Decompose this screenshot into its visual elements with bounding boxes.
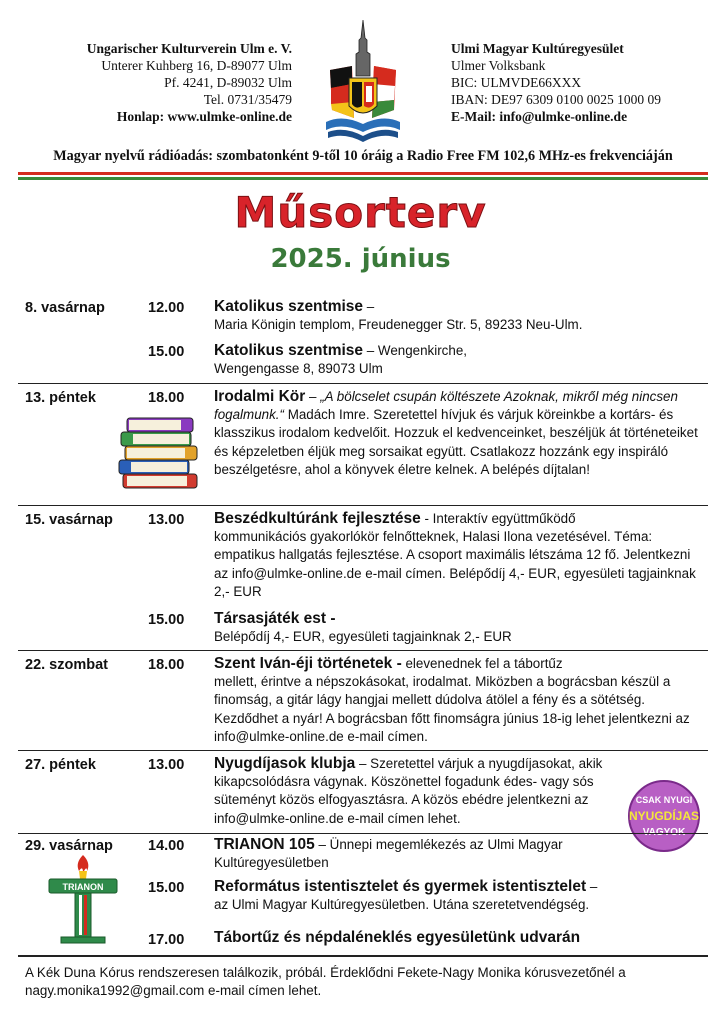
event-entry bbox=[214, 342, 704, 378]
event-day: 8. vasárnap bbox=[25, 300, 105, 316]
event-entry bbox=[214, 755, 634, 828]
event-title: Irodalmi Kör bbox=[214, 388, 306, 405]
event-day: 22. szombat bbox=[25, 657, 108, 673]
event-entry bbox=[214, 298, 704, 334]
footer-note: A Kék Duna Kórus rendszeresen találkozik, próbál. Érdeklődni Fekete-Nagy Monika kórusvezetőnél a nagy.monika1992@gmail.com e-mail címen lehet. bbox=[25, 965, 626, 998]
books-icon bbox=[115, 414, 205, 494]
event-day: 27. péntek bbox=[25, 757, 96, 773]
event-text: Kultúregyesületben bbox=[214, 855, 329, 871]
event-text: Maria Königin templom, Freudenegger Str. 5, 89233 Neu-Ulm. bbox=[214, 317, 583, 333]
event-suffix: - Interaktív együttműködő bbox=[420, 511, 576, 526]
divider bbox=[18, 505, 708, 506]
divider bbox=[18, 650, 708, 651]
address: Unterer Kuhberg 16, D-89077 Ulm bbox=[101, 58, 292, 73]
iban: IBAN: DE97 6309 0100 0025 1000 09 bbox=[451, 92, 661, 107]
event-title: Szent Iván-éji történetek - bbox=[214, 655, 402, 672]
event-suffix: – Wengenkirche, bbox=[363, 343, 467, 358]
event-text: Wengengasse 8, 89073 Ulm bbox=[214, 361, 383, 377]
event-title: Tábortűz és népdaléneklés egyesületünk udvarán bbox=[214, 929, 581, 946]
event-entry bbox=[214, 655, 704, 746]
event-time: 13.00 bbox=[148, 757, 185, 773]
trianon-label: TRIANON bbox=[62, 882, 104, 892]
event-time: 14.00 bbox=[148, 838, 185, 854]
homepage[interactable]: Honlap: www.ulmke-online.de bbox=[116, 109, 292, 124]
event-time: 18.00 bbox=[148, 657, 185, 673]
event-entry bbox=[214, 878, 704, 914]
event-entry: Irodalmi Kör – „A bölcselet csupán költészete Azoknak, mikről még nincsen fogalmunk.“ Madách Imre. Szeretettel hívjuk és várjuk köreinkbe a kortárs- és klasszikus irodalom kedvelőit. Hozzuk el kedvenceinket, beszéljük át történeteiket és képzeletben éljük meg sorsaikat együtt. Csatlakozz hozzánk egy inspiráló beszélgetésre, ahol a könyvek életre kelnek. A belépés díjtalan! bbox=[214, 388, 698, 477]
event-time: 15.00 bbox=[148, 612, 185, 628]
event-time: 15.00 bbox=[148, 344, 185, 360]
event-entry bbox=[214, 929, 704, 947]
event-title: Nyugdíjasok klubja bbox=[214, 755, 356, 772]
email[interactable]: E-Mail: info@ulmke-online.de bbox=[451, 109, 628, 124]
event-text: mellett, érintve a népszokásokat, irodalmat. Miközben a bográcsban készül a finomság, a gitár lágy hangjai mellett dúdolva átölel a fény és a sötétség. Kezdődhet a nyár! A bográcsban főtt finomságra június 18-ig lehet jelentkezni az info@ulmke-online.de e-mail címen. bbox=[214, 674, 690, 744]
event-text: kommunikációs gyakorlókör felnőtteknek, Halasi Ilona vezetésével. Téma: empatikus hallgatás fejlesztése. A csoport maximális létszáma 12 fő. Jelentkezni az info@ulmke-online.de e-mail címen. Belépődíj 4,- EUR, egyesületi tagjainknak 2,- EUR bbox=[214, 529, 696, 599]
divider bbox=[18, 833, 708, 834]
event-time: 13.00 bbox=[148, 512, 185, 528]
page-title: Műsorterv bbox=[234, 188, 487, 237]
event-suffix: – Ünnepi megemlékezés az Ulmi Magyar bbox=[314, 837, 563, 852]
event-suffix: – Szeretettel várjuk a nyugdíjasokat, akik bbox=[355, 756, 603, 771]
event-quote: „A bölcselet csupán költészete Azoknak, mikről még nincsen fogalmunk.“ bbox=[214, 389, 678, 423]
event-time: 17.00 bbox=[148, 932, 185, 948]
event-title: TRIANON 105 bbox=[214, 836, 315, 853]
event-day: 15. vasárnap bbox=[25, 512, 113, 528]
page-subtitle: 2025. június bbox=[270, 244, 451, 274]
org-name-de: Ungarischer Kulturverein Ulm e. V. bbox=[86, 41, 292, 56]
header-left bbox=[20, 40, 292, 125]
badge-line1: CSAK NYUGI bbox=[635, 795, 693, 805]
event-title: Katolikus szentmise bbox=[214, 298, 364, 315]
header-right bbox=[451, 40, 713, 125]
event-entry bbox=[214, 510, 704, 601]
divider bbox=[18, 383, 708, 384]
event-day: 13. péntek bbox=[25, 390, 96, 406]
event-entry bbox=[214, 836, 634, 872]
event-entry bbox=[214, 610, 704, 646]
event-title: Református istentisztelet és gyermek istentisztelet bbox=[214, 878, 587, 895]
badge-line2: NYUGDÍJAS bbox=[628, 809, 700, 823]
retiree-badge-icon bbox=[627, 779, 701, 853]
association-coat-of-arms-icon bbox=[322, 18, 404, 144]
event-suffix: – bbox=[586, 879, 598, 894]
event-time: 15.00 bbox=[148, 880, 185, 896]
bic: BIC: ULMVDE66XXX bbox=[451, 75, 582, 90]
radio-info: Magyar nyelvű rádióadás: szombatonként 9-től 10 óráig a Radio Free FM 102,6 MHz-es frekvenciáján bbox=[53, 148, 673, 164]
phone: Tel. 0731/35479 bbox=[203, 92, 292, 107]
event-title: Katolikus szentmise bbox=[214, 342, 364, 359]
event-time: 18.00 bbox=[148, 390, 185, 406]
org-name-hu: Ulmi Magyar Kultúregyesület bbox=[451, 41, 624, 56]
bank-name: Ulmer Volksbank bbox=[451, 58, 546, 73]
event-text: az Ulmi Magyar Kultúregyesületben. Utána szeretetvendégség. bbox=[214, 897, 590, 913]
event-title: Társasjáték est - bbox=[214, 610, 336, 627]
stripe-green bbox=[18, 177, 708, 180]
event-suffix: elevenednek fel a tábortűz bbox=[401, 656, 563, 671]
event-day: 29. vasárnap bbox=[25, 838, 113, 854]
event-title: Beszédkultúránk fejlesztése bbox=[214, 510, 421, 527]
event-text: Madách Imre. Szeretettel hívjuk és várjuk köreinkbe a kortárs- és klasszikus irodalom kedvelőit. Hozzuk el kedvenceinket, beszéljük át történeteiket és képzeletben éljük meg sorsaikat együtt. Csatlakozz hozzánk egy inspiráló beszélgetésre, ahol a könyvek életre kelnek. A belépés díjtalan! bbox=[214, 407, 698, 477]
event-text: kikapcsolódásra vágynak. Köszönettel fogadunk édes- vagy sós süteményt közös elfogyasztásra. A közös ebédre jelentkezni az info@ulmke-online.de e-mail címen lehet. bbox=[214, 774, 594, 826]
trianon-monument-icon bbox=[45, 853, 121, 945]
event-time: 12.00 bbox=[148, 300, 185, 316]
event-suffix: – bbox=[363, 299, 375, 314]
po-box: Pf. 4241, D-89032 Ulm bbox=[164, 75, 292, 90]
divider bbox=[18, 955, 708, 957]
event-text: Belépődíj 4,- EUR, egyesületi tagjainknak 2,- EUR bbox=[214, 629, 512, 645]
divider bbox=[18, 750, 708, 751]
